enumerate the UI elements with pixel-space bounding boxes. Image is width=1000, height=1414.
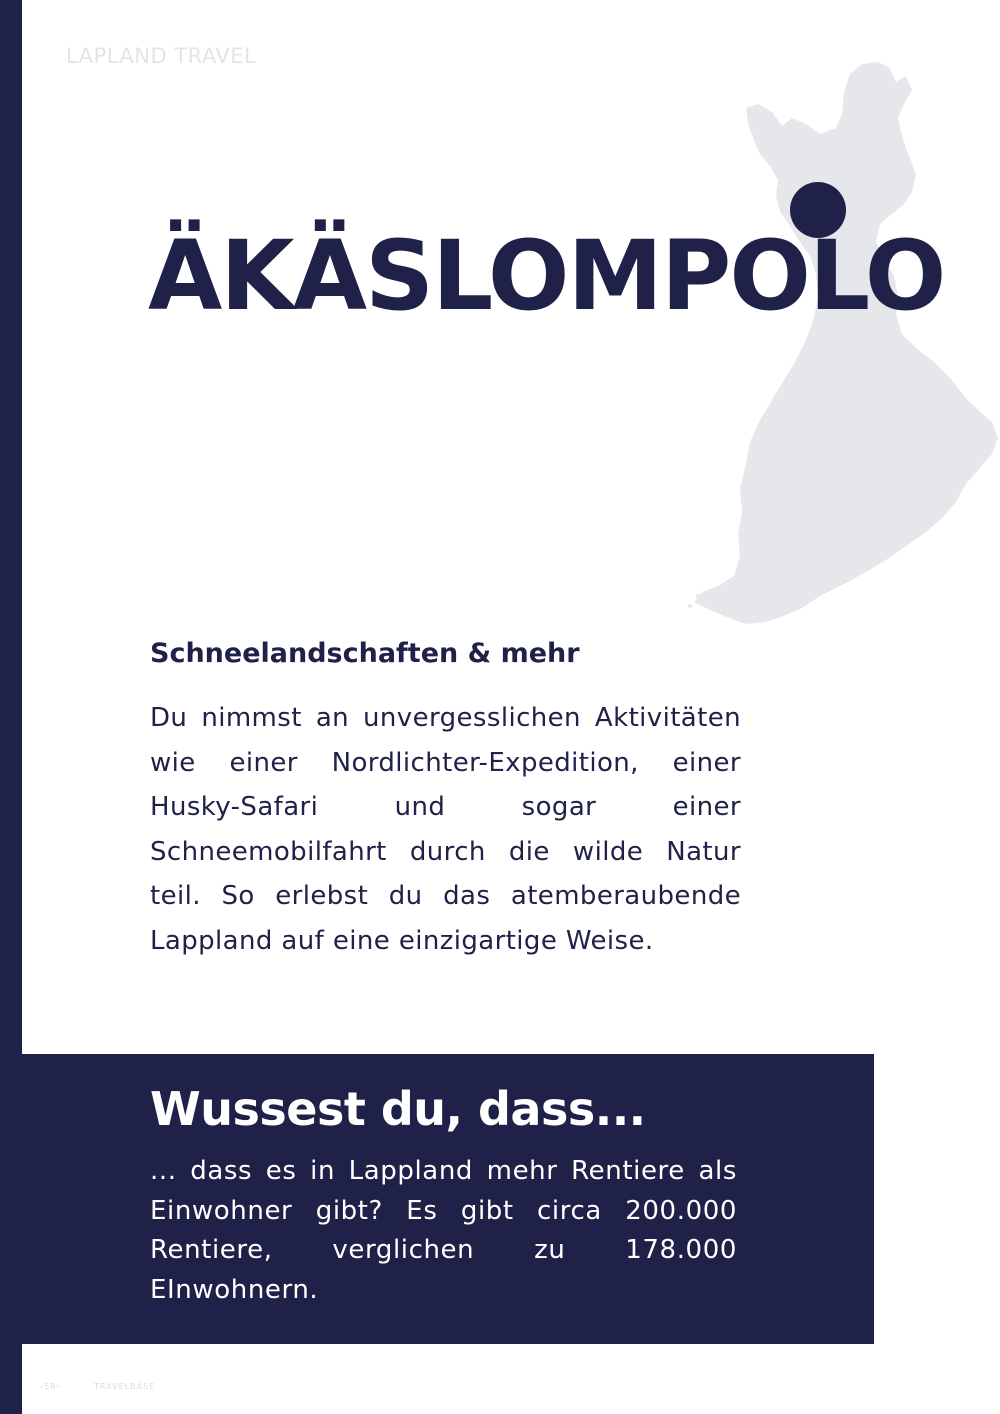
page-title: ÄKÄSLOMPOLO [148, 220, 945, 332]
brand-header: LAPLAND TRAVEL [66, 44, 257, 68]
fact-text: ... dass es in Lappland mehr Rentiere als Einwohner gibt? Es gibt circa 200.000 Rentiere, verglichen zu 178.000 EInwohnern. [150, 1156, 737, 1306]
left-accent-bar [0, 0, 22, 1414]
page-number: ‹58› [40, 1382, 61, 1391]
page-footer [40, 1382, 155, 1391]
publication-name: TRAVELBASE [94, 1382, 156, 1391]
fact-title: Wussest du, dass... [150, 1082, 646, 1136]
section-heading: Schneelandschaften & mehr [150, 638, 580, 669]
section-body: Du nimmst an unvergesslichen Aktivitäten wie einer Nordlichter-Expedition, einer Husky-Safari und sogar einer Schneemobilfahrt durch die wilde Natur teil. So erlebst du das atemberaubende Lappland auf eine einzigartige Weise. [150, 703, 741, 956]
finland-map-icon [680, 56, 1000, 628]
fact-box [22, 1054, 874, 1344]
